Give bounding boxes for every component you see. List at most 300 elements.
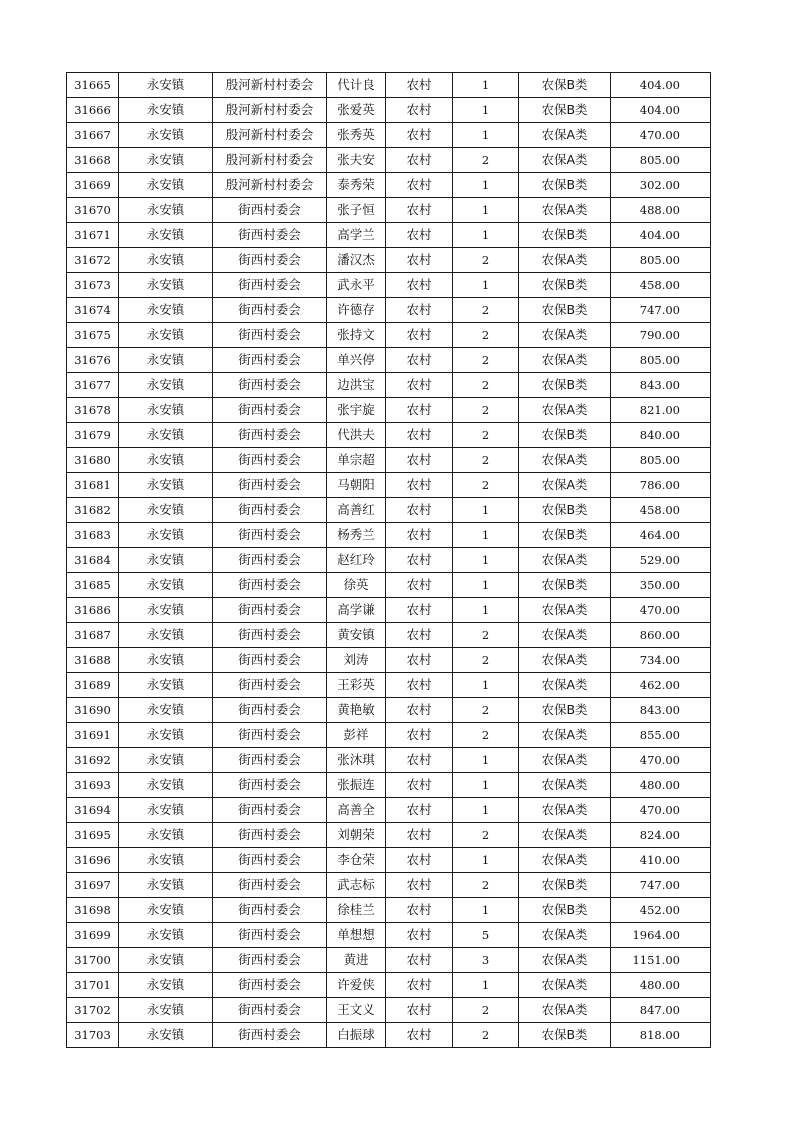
town-cell: 永安镇 [119,548,213,573]
household-count-cell: 5 [453,923,519,948]
town-cell: 永安镇 [119,698,213,723]
area-type-cell: 农村 [386,973,453,998]
household-count-cell: 1 [453,273,519,298]
amount-cell: 747.00 [611,298,711,323]
name-cell: 徐桂兰 [327,898,386,923]
table-row [67,523,711,548]
row-number-cell: 31679 [67,423,119,448]
row-number-cell: 31669 [67,173,119,198]
row-number-cell: 31696 [67,848,119,873]
area-type-cell: 农村 [386,273,453,298]
name-cell: 黄艳敏 [327,698,386,723]
area-type-cell: 农村 [386,173,453,198]
insurance-category-cell: 农保A类 [519,398,611,423]
row-number-cell: 31702 [67,998,119,1023]
row-number-cell: 31668 [67,148,119,173]
row-number-cell: 31686 [67,598,119,623]
area-type-cell: 农村 [386,423,453,448]
town-cell: 永安镇 [119,398,213,423]
row-number-cell: 31680 [67,448,119,473]
town-cell: 永安镇 [119,73,213,98]
name-cell: 高善红 [327,498,386,523]
row-number-cell: 31689 [67,673,119,698]
insurance-category-cell: 农保B类 [519,298,611,323]
household-count-cell: 1 [453,548,519,573]
amount-cell: 410.00 [611,848,711,873]
village-committee-cell: 街西村委会 [213,273,327,298]
name-cell: 单宗超 [327,448,386,473]
row-number-cell: 31697 [67,873,119,898]
area-type-cell: 农村 [386,123,453,148]
area-type-cell: 农村 [386,448,453,473]
table-row [67,1023,711,1048]
table-row [67,873,711,898]
name-cell: 张宇旋 [327,398,386,423]
name-cell: 黄安镇 [327,623,386,648]
area-type-cell: 农村 [386,198,453,223]
table-row [67,498,711,523]
household-count-cell: 2 [453,248,519,273]
row-number-cell: 31695 [67,823,119,848]
row-number-cell: 31703 [67,1023,119,1048]
household-count-cell: 1 [453,173,519,198]
area-type-cell: 农村 [386,548,453,573]
amount-cell: 470.00 [611,798,711,823]
town-cell: 永安镇 [119,373,213,398]
household-count-cell: 1 [453,798,519,823]
town-cell: 永安镇 [119,798,213,823]
area-type-cell: 农村 [386,823,453,848]
amount-cell: 790.00 [611,323,711,348]
household-count-cell: 2 [453,873,519,898]
amount-cell: 462.00 [611,673,711,698]
insurance-category-cell: 农保B类 [519,98,611,123]
village-committee-cell: 街西村委会 [213,448,327,473]
village-committee-cell: 街西村委会 [213,898,327,923]
table-row [67,998,711,1023]
amount-cell: 747.00 [611,873,711,898]
area-type-cell: 农村 [386,848,453,873]
household-count-cell: 2 [453,298,519,323]
insurance-category-cell: 农保B类 [519,523,611,548]
table-row [67,973,711,998]
insurance-category-cell: 农保B类 [519,698,611,723]
household-count-cell: 1 [453,848,519,873]
amount-cell: 470.00 [611,748,711,773]
table-row [67,373,711,398]
town-cell: 永安镇 [119,948,213,973]
household-count-cell: 2 [453,148,519,173]
insurance-category-cell: 农保A类 [519,773,611,798]
row-number-cell: 31681 [67,473,119,498]
row-number-cell: 31667 [67,123,119,148]
household-count-cell: 2 [453,723,519,748]
area-type-cell: 农村 [386,798,453,823]
village-committee-cell: 街西村委会 [213,698,327,723]
town-cell: 永安镇 [119,248,213,273]
row-number-cell: 31693 [67,773,119,798]
town-cell: 永安镇 [119,448,213,473]
town-cell: 永安镇 [119,423,213,448]
village-committee-cell: 街西村委会 [213,873,327,898]
insurance-category-cell: 农保A类 [519,198,611,223]
amount-cell: 855.00 [611,723,711,748]
table-row [67,773,711,798]
household-count-cell: 2 [453,398,519,423]
table-row [67,948,711,973]
area-type-cell: 农村 [386,398,453,423]
village-committee-cell: 街西村委会 [213,973,327,998]
town-cell: 永安镇 [119,973,213,998]
insurance-category-cell: 农保A类 [519,348,611,373]
table-row [67,598,711,623]
village-committee-cell: 街西村委会 [213,673,327,698]
town-cell: 永安镇 [119,648,213,673]
village-committee-cell: 街西村委会 [213,223,327,248]
amount-cell: 404.00 [611,73,711,98]
table-row [67,123,711,148]
household-count-cell: 2 [453,623,519,648]
area-type-cell: 农村 [386,98,453,123]
village-committee-cell: 街西村委会 [213,423,327,448]
amount-cell: 404.00 [611,98,711,123]
amount-cell: 458.00 [611,498,711,523]
name-cell: 王彩英 [327,673,386,698]
row-number-cell: 31698 [67,898,119,923]
name-cell: 刘朝荣 [327,823,386,848]
household-count-cell: 1 [453,573,519,598]
insurance-category-cell: 农保A类 [519,448,611,473]
amount-cell: 350.00 [611,573,711,598]
row-number-cell: 31666 [67,98,119,123]
insurance-category-cell: 农保A类 [519,623,611,648]
household-count-cell: 2 [453,473,519,498]
table-row [67,273,711,298]
insurance-category-cell: 农保A类 [519,848,611,873]
town-cell: 永安镇 [119,98,213,123]
area-type-cell: 农村 [386,473,453,498]
town-cell: 永安镇 [119,323,213,348]
village-committee-cell: 街西村委会 [213,548,327,573]
insurance-category-cell: 农保B类 [519,423,611,448]
town-cell: 永安镇 [119,148,213,173]
village-committee-cell: 殷河新村村委会 [213,148,327,173]
household-count-cell: 2 [453,348,519,373]
name-cell: 马朝阳 [327,473,386,498]
name-cell: 张子恒 [327,198,386,223]
town-cell: 永安镇 [119,998,213,1023]
table-row [67,898,711,923]
table-row [67,223,711,248]
town-cell: 永安镇 [119,473,213,498]
town-cell: 永安镇 [119,623,213,648]
row-number-cell: 31701 [67,973,119,998]
area-type-cell: 农村 [386,298,453,323]
village-committee-cell: 街西村委会 [213,723,327,748]
village-committee-cell: 街西村委会 [213,248,327,273]
insurance-category-cell: 农保A类 [519,798,611,823]
name-cell: 单兴停 [327,348,386,373]
town-cell: 永安镇 [119,598,213,623]
table-row [67,98,711,123]
name-cell: 黄进 [327,948,386,973]
name-cell: 代计良 [327,73,386,98]
row-number-cell: 31677 [67,373,119,398]
town-cell: 永安镇 [119,523,213,548]
village-committee-cell: 街西村委会 [213,198,327,223]
area-type-cell: 农村 [386,373,453,398]
village-committee-cell: 街西村委会 [213,498,327,523]
name-cell: 许爱侠 [327,973,386,998]
town-cell: 永安镇 [119,923,213,948]
table-row [67,623,711,648]
insurance-category-cell: 农保A类 [519,473,611,498]
town-cell: 永安镇 [119,223,213,248]
row-number-cell: 31683 [67,523,119,548]
household-count-cell: 1 [453,523,519,548]
insurance-category-cell: 农保B类 [519,573,611,598]
row-number-cell: 31685 [67,573,119,598]
amount-cell: 452.00 [611,898,711,923]
amount-cell: 818.00 [611,1023,711,1048]
town-cell: 永安镇 [119,748,213,773]
village-committee-cell: 街西村委会 [213,623,327,648]
name-cell: 边洪宝 [327,373,386,398]
table-body [67,73,711,1048]
table-row [67,248,711,273]
amount-cell: 480.00 [611,773,711,798]
row-number-cell: 31670 [67,198,119,223]
name-cell: 高学兰 [327,223,386,248]
village-committee-cell: 街西村委会 [213,1023,327,1048]
area-type-cell: 农村 [386,523,453,548]
village-committee-cell: 街西村委会 [213,923,327,948]
row-number-cell: 31684 [67,548,119,573]
household-count-cell: 3 [453,948,519,973]
table-row [67,548,711,573]
village-committee-cell: 街西村委会 [213,848,327,873]
household-count-cell: 2 [453,998,519,1023]
area-type-cell: 农村 [386,948,453,973]
table-row [67,423,711,448]
name-cell: 李仓荣 [327,848,386,873]
name-cell: 张振连 [327,773,386,798]
area-type-cell: 农村 [386,573,453,598]
village-committee-cell: 殷河新村村委会 [213,173,327,198]
area-type-cell: 农村 [386,498,453,523]
area-type-cell: 农村 [386,873,453,898]
insurance-category-cell: 农保A类 [519,148,611,173]
household-count-cell: 1 [453,773,519,798]
insurance-category-cell: 农保A类 [519,248,611,273]
area-type-cell: 农村 [386,698,453,723]
village-committee-cell: 殷河新村村委会 [213,123,327,148]
allowance-table [66,72,711,1048]
village-committee-cell: 街西村委会 [213,823,327,848]
village-committee-cell: 街西村委会 [213,598,327,623]
insurance-category-cell: 农保A类 [519,323,611,348]
village-committee-cell: 街西村委会 [213,348,327,373]
insurance-category-cell: 农保A类 [519,123,611,148]
village-committee-cell: 殷河新村村委会 [213,73,327,98]
town-cell: 永安镇 [119,723,213,748]
row-number-cell: 31682 [67,498,119,523]
household-count-cell: 2 [453,423,519,448]
area-type-cell: 农村 [386,1023,453,1048]
area-type-cell: 农村 [386,73,453,98]
amount-cell: 1964.00 [611,923,711,948]
town-cell: 永安镇 [119,198,213,223]
village-committee-cell: 街西村委会 [213,473,327,498]
insurance-category-cell: 农保A类 [519,748,611,773]
row-number-cell: 31694 [67,798,119,823]
row-number-cell: 31673 [67,273,119,298]
household-count-cell: 1 [453,123,519,148]
village-committee-cell: 街西村委会 [213,298,327,323]
village-committee-cell: 街西村委会 [213,748,327,773]
row-number-cell: 31688 [67,648,119,673]
area-type-cell: 农村 [386,898,453,923]
row-number-cell: 31678 [67,398,119,423]
amount-cell: 786.00 [611,473,711,498]
amount-cell: 847.00 [611,998,711,1023]
area-type-cell: 农村 [386,348,453,373]
name-cell: 高善全 [327,798,386,823]
village-committee-cell: 街西村委会 [213,948,327,973]
town-cell: 永安镇 [119,348,213,373]
village-committee-cell: 街西村委会 [213,323,327,348]
town-cell: 永安镇 [119,823,213,848]
name-cell: 白振球 [327,1023,386,1048]
village-committee-cell: 殷河新村村委会 [213,98,327,123]
household-count-cell: 1 [453,898,519,923]
amount-cell: 458.00 [611,273,711,298]
name-cell: 泰秀荣 [327,173,386,198]
household-count-cell: 1 [453,973,519,998]
row-number-cell: 31699 [67,923,119,948]
household-count-cell: 1 [453,673,519,698]
table-row [67,648,711,673]
area-type-cell: 农村 [386,723,453,748]
table-row [67,573,711,598]
household-count-cell: 2 [453,323,519,348]
town-cell: 永安镇 [119,898,213,923]
name-cell: 张夫安 [327,148,386,173]
name-cell: 徐英 [327,573,386,598]
insurance-category-cell: 农保A类 [519,548,611,573]
area-type-cell: 农村 [386,673,453,698]
village-committee-cell: 街西村委会 [213,648,327,673]
row-number-cell: 31687 [67,623,119,648]
name-cell: 张爱英 [327,98,386,123]
amount-cell: 843.00 [611,373,711,398]
household-count-cell: 1 [453,73,519,98]
area-type-cell: 农村 [386,923,453,948]
name-cell: 彭祥 [327,723,386,748]
household-count-cell: 2 [453,1023,519,1048]
area-type-cell: 农村 [386,223,453,248]
town-cell: 永安镇 [119,673,213,698]
insurance-category-cell: 农保A类 [519,723,611,748]
area-type-cell: 农村 [386,748,453,773]
household-count-cell: 1 [453,98,519,123]
area-type-cell: 农村 [386,773,453,798]
insurance-category-cell: 农保B类 [519,223,611,248]
table-row [67,473,711,498]
area-type-cell: 农村 [386,148,453,173]
insurance-category-cell: 农保B类 [519,873,611,898]
name-cell: 武志标 [327,873,386,898]
area-type-cell: 农村 [386,248,453,273]
town-cell: 永安镇 [119,298,213,323]
amount-cell: 480.00 [611,973,711,998]
insurance-category-cell: 农保A类 [519,998,611,1023]
insurance-category-cell: 农保B类 [519,273,611,298]
amount-cell: 529.00 [611,548,711,573]
household-count-cell: 2 [453,448,519,473]
amount-cell: 734.00 [611,648,711,673]
household-count-cell: 2 [453,373,519,398]
insurance-category-cell: 农保B类 [519,898,611,923]
name-cell: 张持文 [327,323,386,348]
amount-cell: 824.00 [611,823,711,848]
table-row [67,448,711,473]
village-committee-cell: 街西村委会 [213,798,327,823]
name-cell: 单想想 [327,923,386,948]
table-row [67,723,711,748]
insurance-category-cell: 农保A类 [519,823,611,848]
village-committee-cell: 街西村委会 [213,998,327,1023]
area-type-cell: 农村 [386,323,453,348]
table-row [67,923,711,948]
town-cell: 永安镇 [119,573,213,598]
name-cell: 张秀英 [327,123,386,148]
insurance-category-cell: 农保A类 [519,648,611,673]
amount-cell: 1151.00 [611,948,711,973]
household-count-cell: 2 [453,698,519,723]
amount-cell: 302.00 [611,173,711,198]
name-cell: 潘汉杰 [327,248,386,273]
name-cell: 张沐琪 [327,748,386,773]
row-number-cell: 31691 [67,723,119,748]
amount-cell: 821.00 [611,398,711,423]
table-row [67,323,711,348]
town-cell: 永安镇 [119,498,213,523]
area-type-cell: 农村 [386,998,453,1023]
village-committee-cell: 街西村委会 [213,573,327,598]
town-cell: 永安镇 [119,273,213,298]
village-committee-cell: 街西村委会 [213,523,327,548]
table-row [67,173,711,198]
amount-cell: 805.00 [611,248,711,273]
area-type-cell: 农村 [386,648,453,673]
row-number-cell: 31692 [67,748,119,773]
amount-cell: 464.00 [611,523,711,548]
household-count-cell: 1 [453,498,519,523]
name-cell: 武永平 [327,273,386,298]
table-row [67,748,711,773]
household-count-cell: 1 [453,223,519,248]
table-row [67,198,711,223]
village-committee-cell: 街西村委会 [213,373,327,398]
row-number-cell: 31676 [67,348,119,373]
household-count-cell: 2 [453,648,519,673]
table-row [67,798,711,823]
area-type-cell: 农村 [386,598,453,623]
town-cell: 永安镇 [119,773,213,798]
name-cell: 代洪夫 [327,423,386,448]
insurance-category-cell: 农保A类 [519,948,611,973]
